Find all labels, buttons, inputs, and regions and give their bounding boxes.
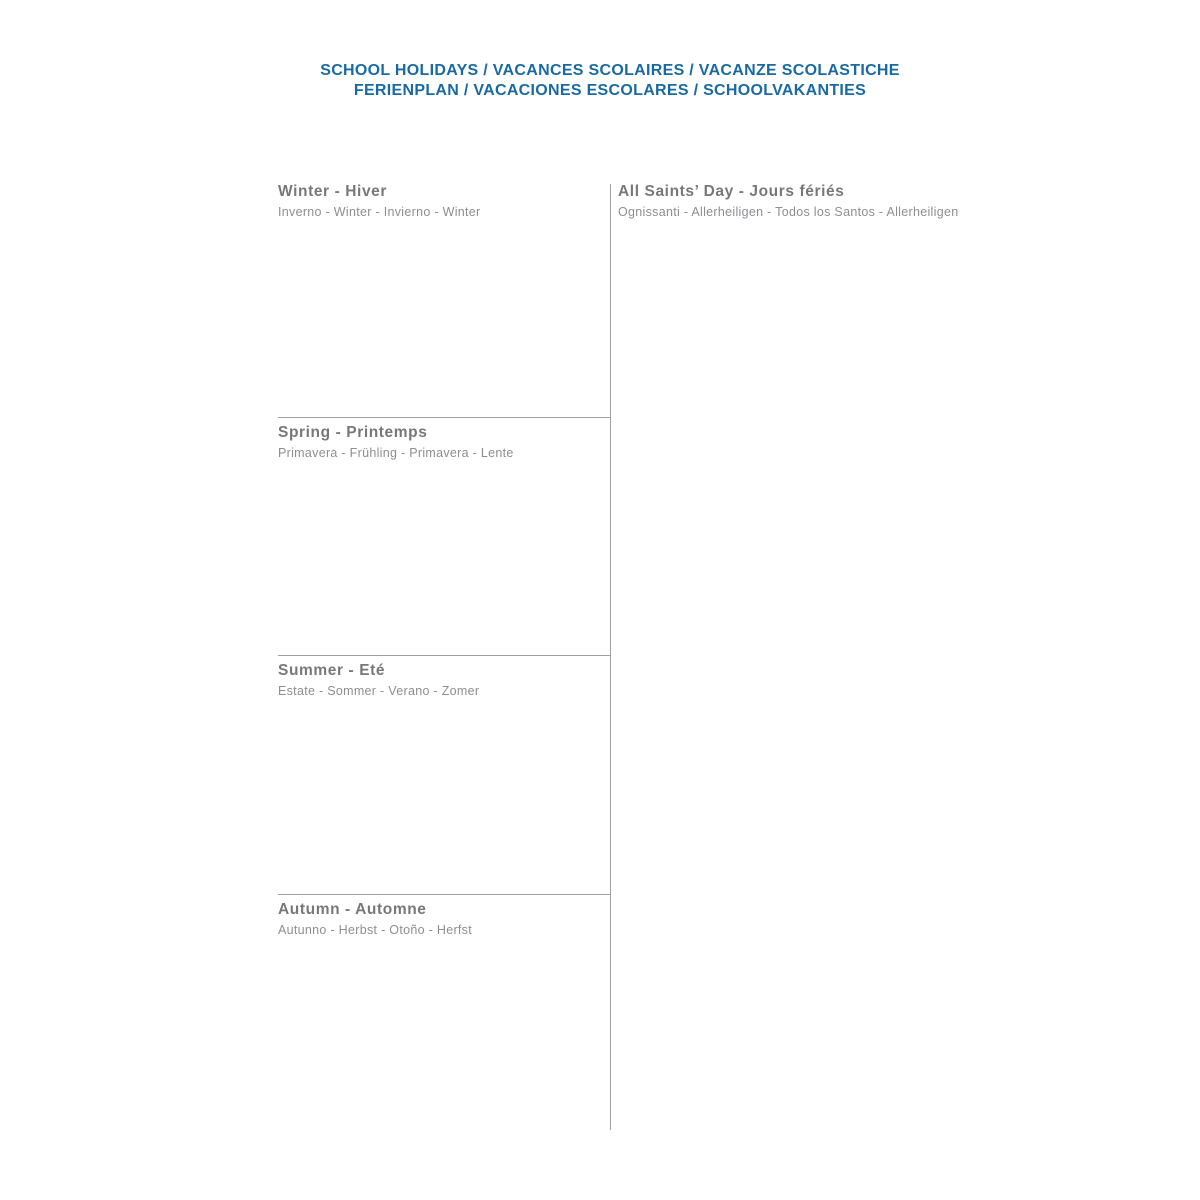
section-spring [278,417,610,461]
section-spring-title: Spring - Printemps [278,424,428,441]
page-title [20,61,1200,101]
section-autumn-subtitle: Autunno - Herbst - Otoño - Herfst [278,923,472,937]
section-autumn [278,894,610,938]
section-winter-title: Winter - Hiver [278,183,388,200]
section-summer-subtitle: Estate - Sommer - Verano - Zomer [278,684,480,698]
section-summer [278,655,610,699]
column-divider-line [610,184,611,1130]
page-title-line-2: FERIENPLAN / VACACIONES ESCOLARES / SCHOOLVAKANTIES [353,82,867,99]
section-all-saints-day-title: All Saints’ Day - Jours fériés [618,183,845,200]
section-spring-subtitle: Primavera - Frühling - Primavera - Lente [278,446,514,460]
page-title-line-1: SCHOOL HOLIDAYS / VACANCES SCOLAIRES / VACANZE SCOLASTICHE [320,62,900,79]
section-summer-title: Summer - Eté [278,662,386,679]
section-all-saints-day-subtitle: Ognissanti - Allerheiligen - Todos los Santos - Allerheiligen [618,205,959,219]
section-winter [278,183,610,220]
section-winter-subtitle: Inverno - Winter - Invierno - Winter [278,205,481,219]
section-all-saints-day [618,183,1178,220]
section-autumn-title: Autumn - Automne [278,901,427,918]
